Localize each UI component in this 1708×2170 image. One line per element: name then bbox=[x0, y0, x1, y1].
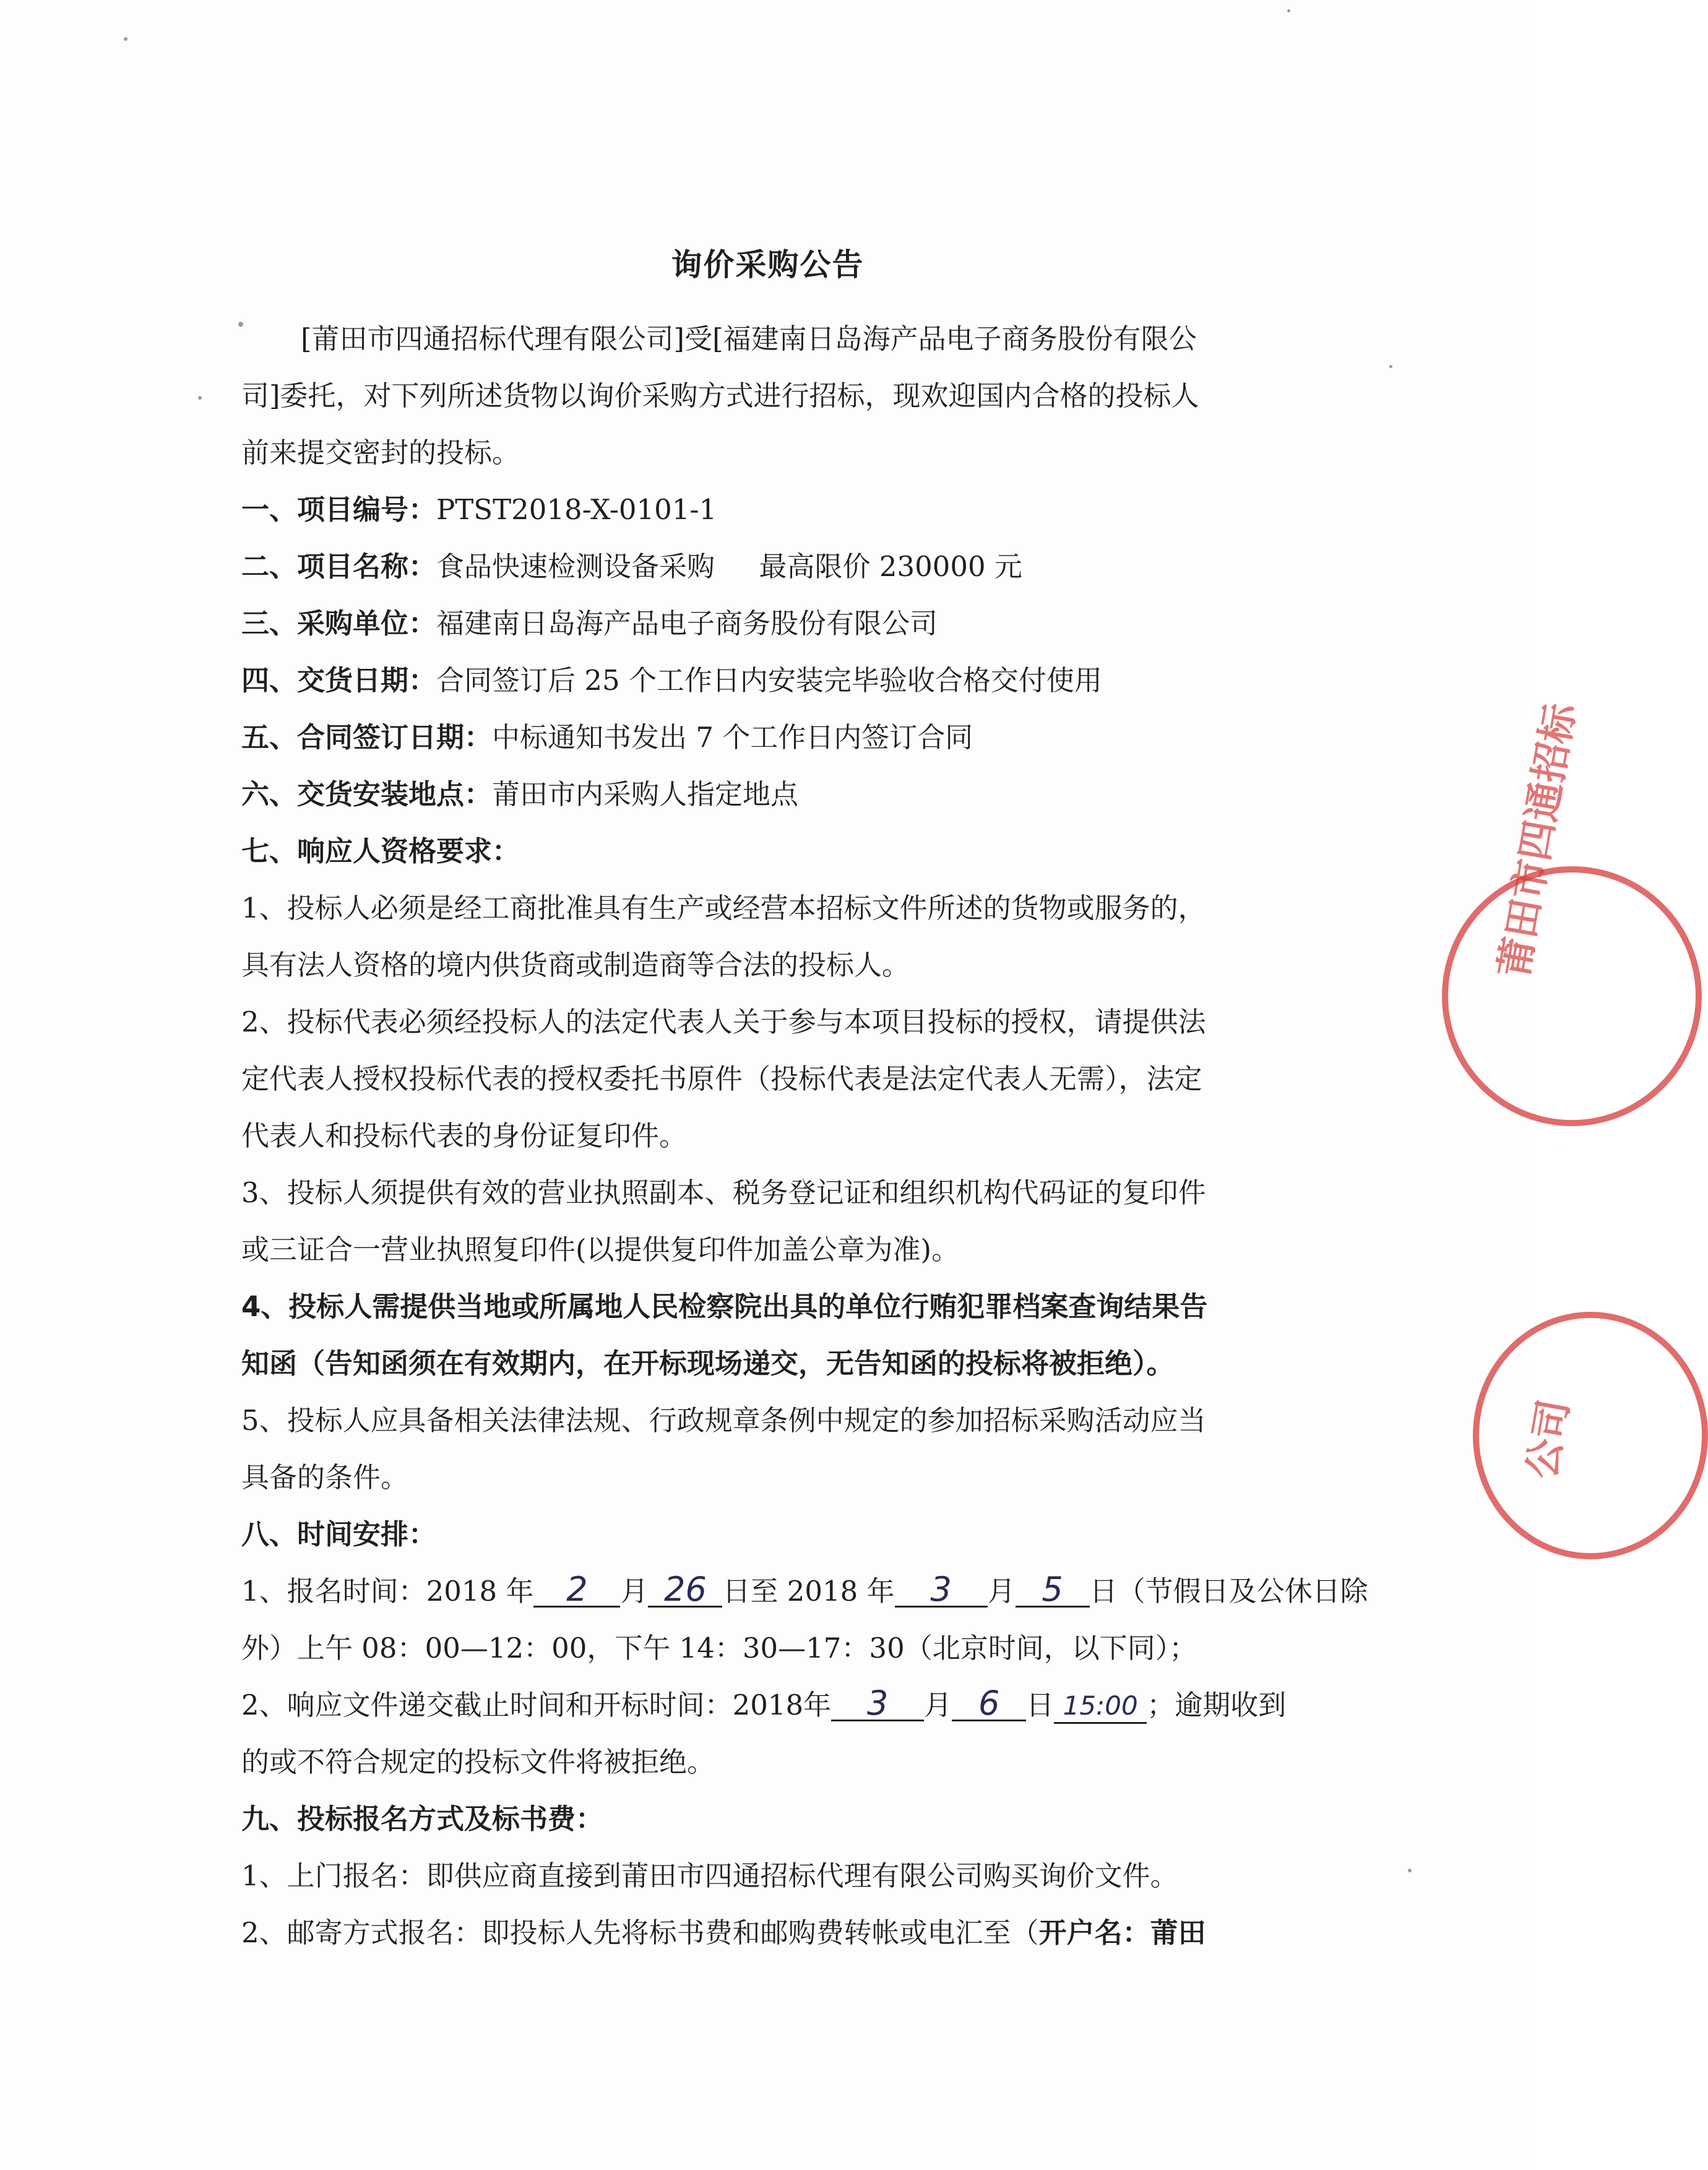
purchaser-value: 福建南日岛海产品电子商务股份有限公司 bbox=[436, 607, 938, 640]
requirement-line-bold: 4、投标人需提供当地或所属地人民检察院出具的单位行贿犯罪档案查询结果告 bbox=[241, 1290, 1208, 1323]
purchaser-line bbox=[241, 605, 938, 642]
section-heading: 七、响应人资格要求： bbox=[241, 835, 520, 868]
registration-end-day: 5 bbox=[1016, 1574, 1090, 1608]
registration-prefix: 1、报名时间：2018 年 bbox=[241, 1575, 534, 1608]
requirement-line: 定代表人授权投标代表的授权委托书原件（投标代表是法定代表人无需），法定 bbox=[241, 1062, 1202, 1095]
contract-date-value: 中标通知书发出 7 个工作日内签订合同 bbox=[492, 721, 973, 754]
scan-speck bbox=[1408, 1869, 1412, 1872]
scan-speck bbox=[1389, 365, 1392, 368]
requirement-line: 具有法人资格的境内供货商或制造商等合法的投标人。 bbox=[241, 949, 910, 981]
deadline-suffix: ；逾期收到 bbox=[1147, 1689, 1287, 1721]
text: 月 bbox=[620, 1575, 649, 1608]
company-seal-text: 公司 bbox=[1519, 1396, 1578, 1483]
project-name-line bbox=[241, 548, 1022, 585]
requirement-line: 或三证合一营业执照复印件(以提供复印件加盖公章为准)。 bbox=[241, 1233, 960, 1266]
registration-hours-line: 外）上午 08：00—12：00，下午 14：30—17：30（北京时间，以下同）； bbox=[241, 1632, 1197, 1664]
registration-method-line: 1、上门报名：即供应商直接到莆田市四通招标代理有限公司购买询价文件。 bbox=[241, 1859, 1178, 1892]
project-number-line bbox=[241, 491, 717, 528]
company-seal bbox=[1442, 866, 1702, 1126]
account-name-label: 开户名：莆田 bbox=[1038, 1916, 1206, 1949]
scan-speck bbox=[238, 322, 243, 327]
requirement-line: 3、投标人须提供有效的营业执照副本、税务登记证和组织机构代码证的复印件 bbox=[241, 1176, 1206, 1209]
delivery-location-value: 莆田市内采购人指定地点 bbox=[492, 778, 799, 811]
project-name-value: 食品快速检测设备采购 最高限价 230000 元 bbox=[436, 550, 1022, 583]
text: 日 bbox=[1026, 1689, 1055, 1721]
scan-speck bbox=[124, 37, 127, 41]
section-heading: 九、投标报名方式及标书费： bbox=[241, 1802, 604, 1835]
registration-time-line bbox=[241, 1570, 1368, 1610]
requirement-line-bold: 知函（告知函须在有效期内，在开标现场递交，无告知函的投标将被拒绝）。 bbox=[241, 1347, 1175, 1380]
mail-registration-text: 2、邮寄方式报名：即投标人先将标书费和邮购费转帐或电汇至（ bbox=[241, 1916, 1039, 1949]
scan-speck bbox=[1287, 9, 1290, 12]
deadline-time: 15:00 bbox=[1054, 1690, 1147, 1724]
requirement-line: 代表人和投标代表的身份证复印件。 bbox=[241, 1119, 688, 1152]
text: 日至 2018 年 bbox=[722, 1575, 895, 1608]
project-number-label: 一、项目编号： bbox=[241, 493, 437, 526]
registration-start-month: 2 bbox=[533, 1574, 620, 1608]
registration-method-line bbox=[241, 1914, 1206, 1952]
requirement-line: 2、投标代表必须经投标人的法定代表人关于参与本项目投标的授权，请提供法 bbox=[241, 1005, 1206, 1038]
registration-suffix: 日（节假日及公休日除 bbox=[1089, 1575, 1368, 1608]
scan-speck bbox=[198, 396, 202, 400]
page-title: 询价采购公告 bbox=[671, 247, 865, 283]
purchaser-label: 三、采购单位： bbox=[241, 607, 437, 640]
requirement-line: 5、投标人应具备相关法律法规、行政规章条例中规定的参加招标采购活动应当 bbox=[241, 1404, 1206, 1437]
delivery-location-line bbox=[241, 776, 798, 813]
registration-start-day: 26 bbox=[648, 1574, 722, 1608]
section-heading: 八、时间安排： bbox=[241, 1518, 437, 1551]
delivery-date-value: 合同签订后 25 个工作日内安装完毕验收合格交付使用 bbox=[436, 664, 1102, 697]
deadline-month: 3 bbox=[831, 1687, 924, 1721]
text: 月 bbox=[924, 1689, 952, 1721]
intro-line: 司]委托，对下列所述货物以询价采购方式进行招标，现欢迎国内合格的投标人 bbox=[241, 379, 1199, 412]
delivery-date-line bbox=[241, 662, 1102, 699]
requirement-line: 1、投标人必须是经工商批准具有生产或经营本招标文件所述的货物或服务的， bbox=[241, 892, 1206, 924]
deadline-line-2: 的或不符合规定的投标文件将被拒绝。 bbox=[241, 1746, 715, 1778]
company-seal bbox=[1473, 1312, 1708, 1559]
company-seal-text: 莆田市四通招标 bbox=[1491, 700, 1585, 981]
delivery-date-label: 四、交货日期： bbox=[241, 664, 437, 697]
text: 月 bbox=[987, 1575, 1016, 1608]
deadline-prefix: 2、响应文件递交截止时间和开标时间：2018年 bbox=[241, 1689, 832, 1721]
project-number-value: PTST2018-X-0101-1 bbox=[436, 493, 717, 526]
project-name-label: 二、项目名称： bbox=[241, 550, 437, 583]
intro-line: 前来提交密封的投标。 bbox=[241, 436, 520, 469]
deadline-line bbox=[241, 1684, 1287, 1724]
requirement-line: 具备的条件。 bbox=[241, 1461, 409, 1494]
delivery-location-label: 六、交货安装地点： bbox=[241, 778, 493, 811]
intro-line: [莆田市四通招标代理有限公司]受[福建南日岛海产品电子商务股份有限公 bbox=[301, 322, 1197, 355]
deadline-day: 6 bbox=[952, 1687, 1026, 1721]
contract-date-line bbox=[241, 719, 973, 756]
contract-date-label: 五、合同签订日期： bbox=[241, 721, 493, 754]
registration-end-month: 3 bbox=[895, 1574, 988, 1608]
